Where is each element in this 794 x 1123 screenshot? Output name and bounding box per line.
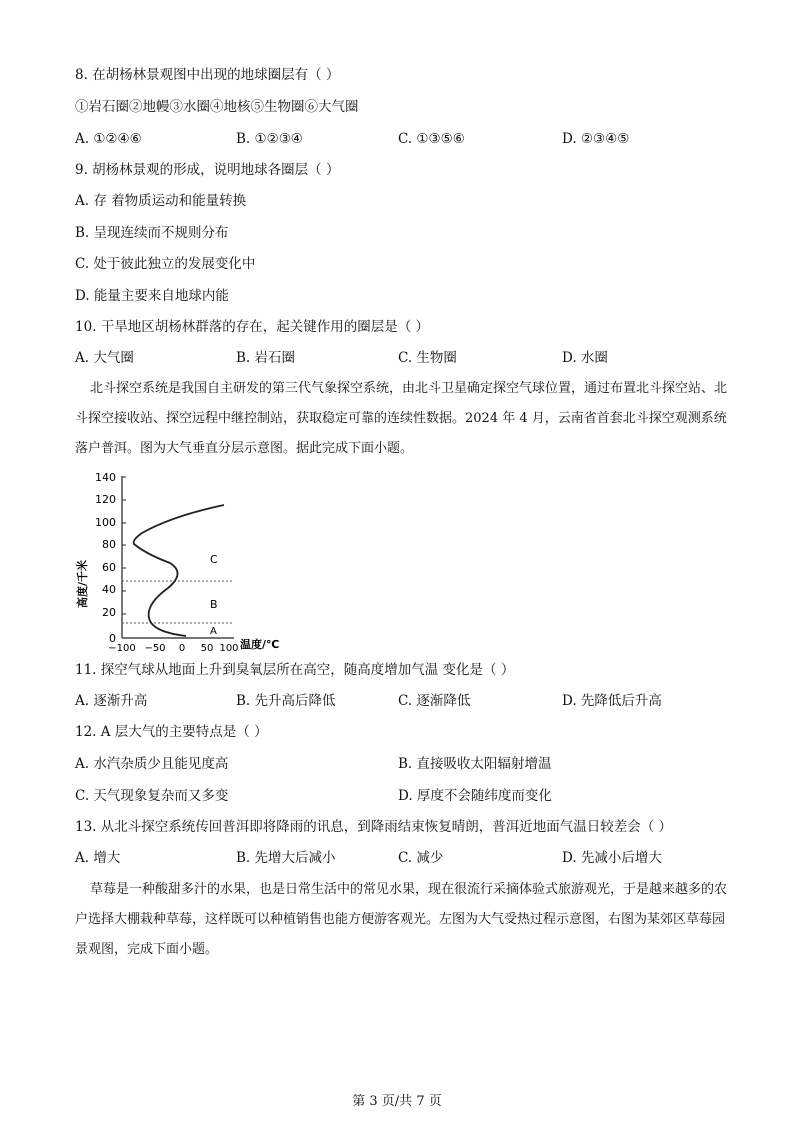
y-tick-20: 20 (102, 606, 116, 619)
q11-option-d: D. 先降低后升高 (562, 693, 662, 709)
q13-option-a: A. 增大 (75, 850, 121, 866)
q13-option-b: B. 先增大后减小 (236, 850, 336, 866)
q12-stem: 12. A 层大气的主要特点是（ ） (75, 724, 268, 740)
q10-stem: 10. 干旱地区胡杨林群落的存在，起关键作用的圈层是（ ） (75, 319, 430, 335)
passage-strawberry-text: 草莓是一种酸甜多汁的水果，也是日常生活中的常见水果，现在很流行采摘体验式旅游观光，于是越来越多的农户选择大棚栽种草莓，这样既可以种植销售也能方便游客观光。左图为大气受热过程示意图，右图为某郊区草莓园景观图，完成下面小题。 (75, 882, 728, 957)
q8-option-a: A. ①②④⑥ (75, 131, 142, 147)
q9-option-d: D. 能量主要来自地球内能 (75, 288, 229, 304)
y-tick-labels (95, 471, 116, 645)
y-tick-120: 120 (95, 493, 116, 506)
q8-option-c: C. ①③⑤⑥ (398, 131, 465, 147)
passage-beidou-text: 北斗探空系统是我国自主研发的第三代气象探空系统，由北斗卫星确定探空气球位置，通过布置北斗探空站、北斗探空接收站、探空远程中继控制站，获取稳定可靠的连续性数据。2024 年 4 月，云南省首套北斗探空观测系统落户普洱。图为大气垂直分层示意图。据此完成下面小题。 (75, 381, 728, 456)
q10-option-a: A. 大气圈 (75, 350, 134, 366)
q12-option-d: D. 厚度不会随纬度而变化 (398, 788, 552, 804)
x-tick-50: 50 (200, 643, 214, 653)
q10-option-b: B. 岩石圈 (236, 350, 296, 366)
page-footer: 第 3 页/共 7 页 (352, 1094, 442, 1109)
q11-option-c: C. 逐渐降低 (398, 693, 471, 709)
figure-xlabel: 温度/℃ (240, 638, 280, 651)
q8-option-d: D. ②③④⑤ (562, 131, 630, 147)
layer-b-label: B (210, 598, 218, 611)
q11-option-b: B. 先升高后降低 (236, 693, 336, 709)
q12-option-b: B. 直接吸收太阳辐射增温 (398, 756, 552, 772)
q12-option-a: A. 水汽杂质少且能见度高 (75, 756, 229, 772)
layer-c-label: C (210, 553, 218, 566)
q8-items: ①岩石圈②地幔③水圈④地核⑤生物圈⑥大气圈 (75, 99, 359, 115)
y-tick-80: 80 (102, 538, 116, 551)
q13-option-d: D. 先减小后增大 (562, 850, 662, 866)
passage-strawberry (75, 875, 727, 965)
y-tick-40: 40 (102, 583, 116, 596)
q8-option-b: B. ①②③④ (236, 131, 303, 147)
y-tick-60: 60 (102, 561, 116, 574)
y-tick-140: 140 (95, 471, 116, 484)
q9-option-c: C. 处于彼此独立的发展变化中 (75, 256, 256, 272)
q13-option-c: C. 减少 (398, 850, 444, 866)
y-tick-0: 0 (109, 632, 116, 645)
q11-stem: 11. 探空气球从地面上升到臭氧层所在高空，随高度增加气温 变化是（ ） (75, 662, 515, 678)
q11-option-a: A. 逐渐升高 (75, 693, 148, 709)
q12-option-c: C. 天气现象复杂而又多变 (75, 788, 229, 804)
x-tick-neg100: −100 (108, 643, 136, 653)
q9-stem: 9. 胡杨林景观的形成，说明地球各圈层（ ） (75, 162, 340, 178)
q10-option-c: C. 生物圈 (398, 350, 457, 366)
q9-option-b: B. 呈现连续而不规则分布 (75, 225, 229, 241)
q8-stem: 8. 在胡杨林景观图中出现的地球圈层有（ ） (75, 67, 340, 83)
x-tick-labels (108, 643, 238, 653)
temperature-curve (134, 505, 224, 636)
q10-option-d: D. 水圈 (562, 350, 608, 366)
q9-option-a: A. 存 着物质运动和能量转换 (75, 193, 247, 209)
y-tick-100: 100 (95, 516, 116, 529)
x-tick-neg50: −50 (144, 643, 166, 653)
figure-ylabel: 高度/千米 (76, 559, 89, 608)
q13-stem: 13. 从北斗探空系统传回普洱即将降雨的讯息，到降雨结束恢复晴朗，普洱近地面气温日较差会（ ） (75, 819, 673, 835)
atmosphere-layer-figure (74, 468, 294, 653)
layer-a-label: A (210, 626, 217, 637)
x-tick-0: 0 (178, 643, 186, 653)
x-tick-100: 100 (219, 643, 239, 653)
passage-beidou (75, 374, 727, 464)
